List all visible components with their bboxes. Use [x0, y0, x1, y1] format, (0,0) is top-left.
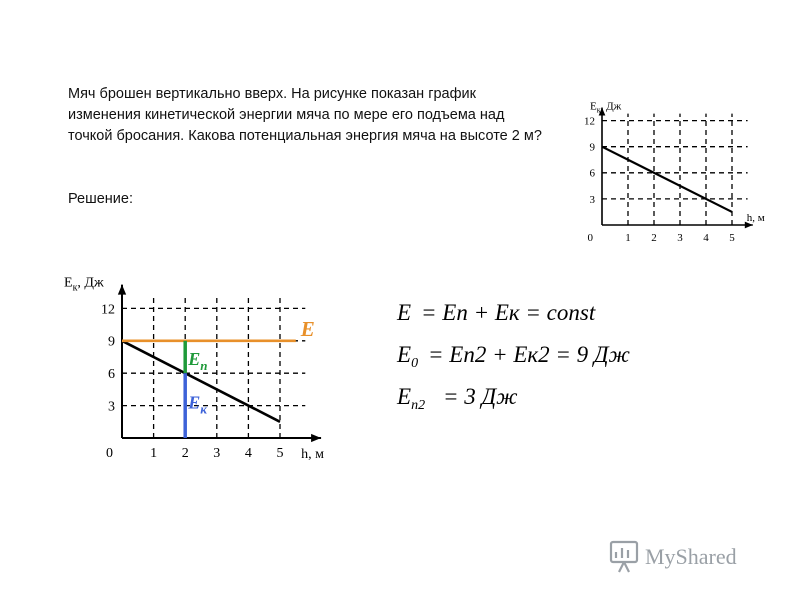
kinetic-energy-chart-annotated	[60, 255, 370, 470]
x-tick-label-2: 2	[651, 232, 657, 244]
problem-statement	[68, 84, 543, 147]
y-axis-label: $E_к$, Дж	[590, 100, 622, 115]
x-tick-label-1: 1	[150, 446, 158, 461]
x-tick-label-4: 4	[244, 446, 252, 461]
x-tick-label-3: 3	[213, 446, 221, 461]
y-tick-label-3: 3	[108, 399, 115, 415]
potential-energy-label: $E_п$	[188, 349, 208, 373]
kinetic-energy-chart-original	[555, 70, 770, 250]
origin-label: 0	[106, 446, 113, 461]
x-tick-label-4: 4	[703, 232, 709, 244]
myshared-logo	[605, 536, 775, 576]
x-axis-label: h, м	[301, 447, 324, 462]
solution-label: Решение:	[68, 191, 133, 207]
x-axis-arrow	[311, 434, 321, 442]
y-tick-label-3: 3	[589, 193, 595, 206]
origin-label: 0	[587, 232, 593, 244]
y-tick-label-6: 6	[589, 167, 595, 180]
series-label-total-energy: E	[300, 316, 315, 341]
x-axis-label: h, м	[746, 212, 765, 224]
formula-3	[396, 384, 518, 413]
x-tick-label-3: 3	[677, 232, 683, 244]
formula-2-rhs: = Eп2 + Eк2 = 9 Дж	[428, 342, 630, 367]
formula-2-lhs: $E_0$	[397, 342, 419, 371]
formula-3-rhs: = 3 Дж	[443, 384, 518, 409]
x-tick-label-2: 2	[181, 446, 189, 461]
logo-leg-right	[624, 562, 629, 572]
y-tick-label-12: 12	[584, 115, 595, 128]
y-tick-label-9: 9	[108, 334, 115, 350]
problem-text: Мяч брошен вертикально вверх. На рисунке показан график изменения кинетической энергии мяча по мере его подъема над точкой бросания. Какова потенциальная энергия мяча на высоте 2 м?	[68, 86, 542, 144]
formula-3-lhs: $E_{п2}$	[397, 384, 426, 413]
logo-leg-left	[619, 562, 624, 572]
y-axis-label: $E_к$, Дж	[64, 275, 104, 294]
y-tick-label-6: 6	[108, 367, 115, 383]
y-axis-arrow	[118, 285, 126, 295]
presentation-icon	[611, 542, 637, 572]
formula-1-lhs: E	[397, 300, 412, 325]
energy-formulas	[395, 292, 695, 422]
series-line-kinetic-energy	[602, 147, 732, 212]
formula-1-rhs: = Eп + Eк = const	[421, 300, 596, 325]
x-tick-label-5: 5	[276, 446, 284, 461]
y-tick-label-12: 12	[101, 302, 115, 318]
y-tick-label-9: 9	[589, 141, 595, 154]
x-tick-label-5: 5	[729, 232, 735, 244]
x-tick-label-1: 1	[625, 232, 631, 244]
kinetic-energy-label: $E_к$	[188, 392, 207, 417]
formula-2	[396, 342, 631, 371]
formula-1	[396, 300, 596, 325]
logo-wordmark: MyShared	[645, 544, 737, 569]
